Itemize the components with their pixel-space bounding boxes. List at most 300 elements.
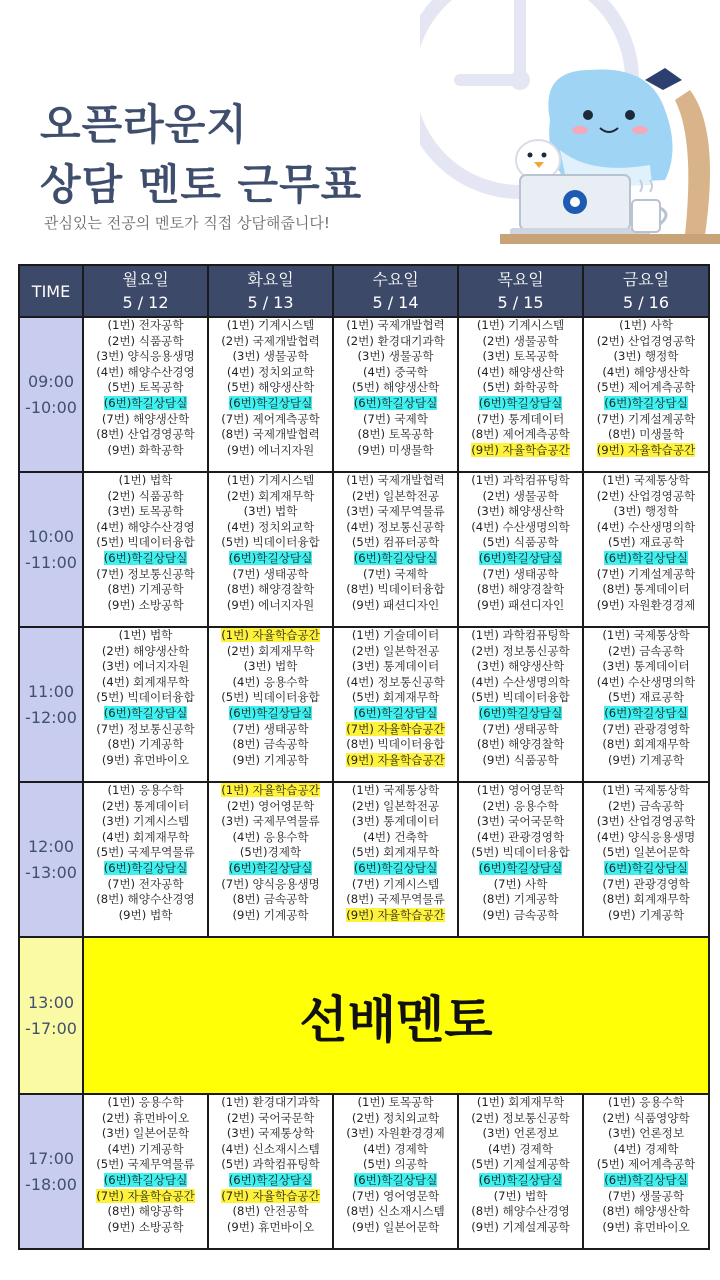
- mentor-entry: [334, 334, 457, 350]
- time-start: 10:00: [27, 526, 75, 546]
- mentor-entry-text: (6번)학길상담실: [604, 395, 688, 410]
- mentor-entry-text: (5번) 컴퓨터공학: [351, 535, 440, 550]
- mentor-entry: [209, 1220, 332, 1236]
- mentor-entry-text: (6번)학길상담실: [228, 860, 313, 875]
- mentor-entry: [334, 551, 457, 567]
- mentor-entry-text: (9번) 자율학습공간: [346, 752, 445, 767]
- mentor-entry: [584, 1220, 708, 1236]
- day-name: 월요일: [122, 270, 169, 289]
- mentor-entry: [459, 908, 582, 924]
- mentor-entry-text: (7번) 생태공학: [232, 721, 309, 736]
- mentor-entry-text: (2번) 생물공학: [482, 333, 559, 348]
- mentor-entry: [459, 520, 582, 536]
- whale-mascot-icon: [548, 68, 682, 188]
- mentor-entry-text: (7번) 전자공학: [107, 876, 184, 891]
- mentor-entry-text: (1번) 과학컴퓨팅학: [471, 473, 570, 487]
- mentor-entry-text: (3번) 법학: [243, 659, 298, 674]
- mentor-entry-text: (5번) 재료공학: [607, 690, 685, 705]
- mentor-entry: [584, 753, 708, 769]
- mentor-entry: [209, 1173, 332, 1189]
- mentor-entry: [334, 1189, 457, 1205]
- mentor-entry-text: (3번) 기계시스템: [101, 814, 190, 829]
- mentor-entry-text: (8번) 기계공학: [107, 582, 184, 597]
- mentor-entry: [584, 1111, 708, 1127]
- mentor-entry-text: (8번) 기계공학: [107, 737, 184, 752]
- mentor-entry: [209, 598, 332, 614]
- mentor-entry: [584, 628, 708, 644]
- mentor-entry: [334, 628, 457, 644]
- mentor-entry: [584, 396, 708, 412]
- mentor-entry: [459, 1173, 582, 1189]
- mentor-entry: [84, 1142, 207, 1158]
- mentor-entry-text: (4번) 경제학: [363, 1141, 428, 1156]
- mentor-entry-text: (1번) 법학: [118, 473, 173, 487]
- mentor-entry: [84, 1220, 207, 1236]
- mentor-entry-text: (9번) 패션디자인: [476, 597, 565, 612]
- mentor-entry-text: (2번) 회계재무학: [226, 643, 315, 658]
- mentor-entry: [84, 861, 207, 877]
- mentor-entry-text: (6번)학길상담실: [353, 705, 438, 720]
- mentor-entry-text: (4번) 정보통신공학: [346, 674, 445, 689]
- time-slot-cell: [19, 317, 83, 472]
- mentor-entry-text: (8번) 회계재무학: [602, 737, 690, 752]
- mentor-entry-text: (6번)학길상담실: [103, 1172, 188, 1187]
- mentor-entry: [459, 659, 582, 675]
- mentor-entry-text: (8번) 해양경찰학: [476, 737, 565, 752]
- mentor-entry: [584, 783, 708, 799]
- mentor-entry-text: (3번) 해양생산학: [476, 659, 565, 674]
- schedule-cell: [333, 782, 458, 937]
- mentor-entry: [584, 908, 708, 924]
- mentor-entry-text: (5번) 빅데이터융합: [221, 535, 320, 550]
- mentor-entry-text: (2번) 정치외교학: [351, 1110, 440, 1125]
- mentor-entry: [459, 535, 582, 551]
- day-date: 5 / 15: [497, 293, 544, 312]
- mentor-entry-text: (1번) 자율학습공간: [221, 783, 320, 797]
- mentor-entry-text: (1번) 토목공학: [357, 1095, 434, 1109]
- mentor-entry: [334, 1204, 457, 1220]
- mentor-entry-text: (3번) 국어국문학: [476, 814, 565, 829]
- mentor-entry-text: (4번) 중국학: [363, 364, 428, 379]
- mentor-entry-text: (4번) 응용수학: [232, 674, 309, 689]
- day-date: 5 / 13: [247, 293, 294, 312]
- mentor-entry: [459, 412, 582, 428]
- mentor-entry-text: (4번) 기계공학: [107, 1141, 184, 1156]
- schedule-cell: [458, 782, 583, 937]
- mentor-entry: [84, 412, 207, 428]
- mentor-entry: [459, 628, 582, 644]
- mentor-entry-text: (6번)학길상담실: [604, 860, 688, 875]
- mentor-entry-text: (5번) 해양생산학: [351, 380, 440, 395]
- mentor-entry: [334, 722, 457, 738]
- day-header-fri: [583, 265, 709, 317]
- mentor-entry: [209, 504, 332, 520]
- mentor-entry: [459, 737, 582, 753]
- mentor-entry-text: (7번) 자율학습공간: [346, 721, 445, 736]
- mentor-entry: [209, 334, 332, 350]
- mentor-entry-text: (3번) 자원환경경제: [346, 1126, 445, 1141]
- mentor-entry: [459, 349, 582, 365]
- mentor-entry-text: (6번)학길상담실: [103, 395, 188, 410]
- mentor-entry: [334, 598, 457, 614]
- page-title-sub: 상담 멘토 근무표: [40, 160, 363, 209]
- mentor-entry: [584, 551, 708, 567]
- mentor-entry-text: (1번) 영어영문학: [476, 783, 565, 797]
- mentor-entry: [459, 380, 582, 396]
- mentor-entry-text: (9번) 법학: [118, 907, 173, 922]
- day-name: 수요일: [372, 270, 419, 289]
- mentor-entry-text: (9번) 자율학습공간: [346, 907, 445, 922]
- mentor-entry: [584, 504, 708, 520]
- mentor-entry-text: (7번) 통계데이터: [476, 411, 565, 426]
- mentor-entry-text: (7번) 양식응용생명: [221, 876, 320, 891]
- header: [0, 0, 720, 262]
- mentor-entry: [334, 675, 457, 691]
- mentor-entry: [84, 830, 207, 846]
- mentor-entry: [334, 690, 457, 706]
- mentor-entry: [334, 489, 457, 505]
- schedule-cell: [458, 317, 583, 472]
- mentor-entry: [84, 427, 207, 443]
- mentor-entry-text: (3번) 언론정보: [607, 1126, 685, 1141]
- mentor-entry: [84, 1157, 207, 1173]
- time-end: -18:00: [25, 1174, 77, 1194]
- mentor-entry-text: (8번) 해양경찰학: [226, 582, 315, 597]
- mentor-entry-text: (1번) 사학: [619, 318, 673, 332]
- mentor-entry-text: (9번) 식품공학: [482, 752, 559, 767]
- schedule-cell: [333, 1094, 458, 1249]
- day-header-thu: [458, 265, 583, 317]
- time-start: 09:00: [27, 371, 75, 391]
- mentor-entry: [584, 675, 708, 691]
- mentor-entry-text: (5번) 빅데이터융합: [221, 690, 320, 705]
- mentor-entry-text: (9번) 기계공학: [607, 907, 685, 922]
- mentor-entry: [84, 706, 207, 722]
- mentor-entry: [84, 845, 207, 861]
- mentor-entry-text: (9번) 에너지자원: [226, 597, 315, 612]
- mentor-entry: [84, 690, 207, 706]
- schedule-cell: [583, 782, 709, 937]
- mentor-entry: [459, 365, 582, 381]
- mentor-entry-text: (5번) 빅데이터융합: [96, 535, 195, 550]
- mentor-entry: [334, 659, 457, 675]
- mentor-entry-text: (5번) 해양생산학: [226, 380, 315, 395]
- mentor-entry: [584, 892, 708, 908]
- mentor-entry: [209, 628, 332, 644]
- mentor-entry-text: (5번) 회계재무학: [351, 690, 440, 705]
- mentor-entry-text: (2번) 휴먼바이오: [101, 1110, 190, 1125]
- mentor-entry: [459, 489, 582, 505]
- mentor-entry: [209, 1111, 332, 1127]
- mentor-entry-text: (7번) 법학: [493, 1188, 548, 1203]
- mentor-entry-text: (2번) 일본학전공: [351, 488, 440, 503]
- mentor-entry: [584, 1189, 708, 1205]
- mentor-entry: [334, 845, 457, 861]
- day-name: 금요일: [622, 270, 670, 289]
- time-end: -13:00: [25, 862, 77, 882]
- time-start: 12:00: [27, 836, 75, 856]
- schedule-cell: [583, 472, 709, 627]
- mentor-entry: [334, 1095, 457, 1111]
- mentor-entry-text: (6번)학길상담실: [228, 395, 313, 410]
- mentor-entry-text: (3번) 토목공학: [482, 349, 559, 364]
- time-slot-cell: [19, 627, 83, 782]
- mentor-entry-text: (2번) 영어영문학: [226, 798, 315, 813]
- mentor-entry: [584, 1157, 708, 1173]
- mentor-entry: [584, 861, 708, 877]
- mentor-entry-text: (8번) 해양수산경영: [96, 892, 195, 907]
- schedule-cell: [333, 317, 458, 472]
- mentor-entry-text: (5번)경제학: [239, 845, 302, 860]
- mentor-entry-text: (2번) 환경대기과학: [346, 333, 445, 348]
- time-slot-cell: [19, 472, 83, 627]
- mentor-entry: [209, 1157, 332, 1173]
- mentor-entry: [84, 334, 207, 350]
- mentor-entry-text: (6번)학길상담실: [353, 395, 438, 410]
- mentor-entry-text: (8번) 기계공학: [482, 892, 559, 907]
- mentor-entry-text: (1번) 응용수학: [607, 1095, 685, 1109]
- mentor-entry-text: (2번) 국어국문학: [226, 1110, 315, 1125]
- mentor-entry: [84, 473, 207, 489]
- mascot-illustration: [420, 0, 720, 262]
- mentor-entry-text: (9번) 휴먼바이오: [226, 1219, 315, 1234]
- time-slot-cell: [19, 782, 83, 937]
- mentor-entry-text: (6번)학길상담실: [228, 705, 313, 720]
- mentor-entry-text: (3번) 산업경영공학: [596, 814, 696, 829]
- mentor-entry: [584, 877, 708, 893]
- mentor-entry: [84, 520, 207, 536]
- mentor-entry: [334, 1157, 457, 1173]
- mentor-entry: [584, 1204, 708, 1220]
- chair-icon: [675, 90, 710, 235]
- mentor-entry: [209, 845, 332, 861]
- mentor-entry: [459, 845, 582, 861]
- mentor-entry: [334, 861, 457, 877]
- mentor-entry: [459, 551, 582, 567]
- mentor-entry-text: (8번) 해양생산학: [602, 1204, 690, 1219]
- mentor-entry-text: (7번) 제어계측공학: [221, 411, 320, 426]
- mentor-entry: [334, 412, 457, 428]
- time-header: TIME: [19, 265, 83, 317]
- time-end: -11:00: [25, 552, 77, 572]
- mentor-entry: [334, 814, 457, 830]
- mentor-entry: [209, 473, 332, 489]
- day-header-mon: [83, 265, 208, 317]
- mentor-entry-text: (8번) 신소재시스템: [346, 1204, 445, 1219]
- mentor-entry: [209, 861, 332, 877]
- day-name: 목요일: [497, 270, 544, 289]
- mentor-entry: [209, 1204, 332, 1220]
- schedule-table: [18, 264, 710, 1250]
- mentor-entry-text: (3번) 양식응용생명: [96, 349, 195, 364]
- mentor-entry-text: (4번) 응용수학: [232, 829, 309, 844]
- mentor-entry-text: (6번)학길상담실: [353, 550, 438, 565]
- mentor-entry: [459, 1189, 582, 1205]
- mentor-entry: [84, 396, 207, 412]
- mentor-entry: [84, 489, 207, 505]
- mentor-entry: [334, 706, 457, 722]
- mentor-entry: [84, 877, 207, 893]
- mentor-entry-text: (6번)학길상담실: [478, 1172, 563, 1187]
- mentor-entry-text: (2번) 정보통신공학: [471, 643, 570, 658]
- schedule-cell: [458, 1094, 583, 1249]
- mentor-entry-text: (4번) 양식응용생명: [596, 829, 696, 844]
- mentor-entry: [584, 690, 708, 706]
- mentor-entry: [459, 1126, 582, 1142]
- mentor-entry-text: (4번) 경제학: [613, 1141, 679, 1156]
- mentor-entry: [334, 830, 457, 846]
- mentor-entry-text: (2번) 해양생산학: [101, 643, 190, 658]
- mentor-entry-text: (2번) 응용수학: [482, 798, 559, 813]
- mug-icon: [632, 180, 666, 232]
- mentor-entry-text: (2번) 금속공학: [607, 798, 685, 813]
- mentor-entry-text: (2번) 산업경영공학: [596, 488, 696, 503]
- mentor-entry-text: (6번)학길상담실: [353, 860, 438, 875]
- mentor-entry: [584, 644, 708, 660]
- mentor-entry-text: (1번) 국제통상학: [602, 473, 690, 487]
- mentor-entry: [584, 427, 708, 443]
- mentor-entry-text: (8번) 산업경영공학: [96, 427, 195, 442]
- mentor-entry-text: (7번) 자율학습공간: [96, 1188, 195, 1203]
- mentor-entry: [584, 1095, 708, 1111]
- mentor-entry: [84, 908, 207, 924]
- mentor-entry: [459, 814, 582, 830]
- mentor-entry-text: (5번) 토목공학: [107, 380, 184, 395]
- mentor-entry-text: (1번) 국제통상학: [602, 783, 690, 797]
- mentor-entry-text: (9번) 휴먼바이오: [101, 752, 190, 767]
- mentor-entry-text: (3번) 국제통상학: [226, 1126, 315, 1141]
- mentor-entry-text: (2번) 일본학전공: [351, 643, 440, 658]
- mentor-entry: [584, 365, 708, 381]
- mentor-entry-text: (7번) 기계시스템: [351, 876, 440, 891]
- schedule-cell: [208, 472, 333, 627]
- mentor-entry-text: (5번) 빅데이터융합: [96, 690, 195, 705]
- mentor-entry: [459, 722, 582, 738]
- mentor-entry-text: (1번) 자율학습공간: [221, 628, 320, 642]
- mentor-entry-text: (3번) 생물공학: [357, 349, 434, 364]
- mentor-entry: [209, 799, 332, 815]
- mentor-entry-text: (8번) 금속공학: [232, 737, 309, 752]
- mentor-entry-text: (6번)학길상담실: [478, 705, 563, 720]
- mentor-entry: [209, 644, 332, 660]
- mentor-entry: [584, 520, 708, 536]
- mentor-entry: [584, 722, 708, 738]
- mentor-entry-text: (5번) 재료공학: [607, 535, 685, 550]
- mentor-entry: [334, 1126, 457, 1142]
- mentor-entry-text: (1번) 국제개발협력: [346, 473, 445, 487]
- mentor-entry-text: (2번) 일본학전공: [351, 798, 440, 813]
- mentor-entry-text: (9번) 자율학습공간: [471, 442, 570, 457]
- mentor-entry: [459, 644, 582, 660]
- mentor-entry-text: (8번) 국제개발협력: [221, 427, 320, 442]
- mentor-entry: [84, 722, 207, 738]
- desk-icon: [500, 234, 720, 244]
- mentor-entry: [209, 659, 332, 675]
- schedule-cell: [83, 1094, 208, 1249]
- mentor-entry-text: (3번) 생물공학: [232, 349, 309, 364]
- mentor-entry: [459, 427, 582, 443]
- mentor-entry: [584, 349, 708, 365]
- mentor-entry: [584, 535, 708, 551]
- mentor-entry: [459, 318, 582, 334]
- mentor-entry: [334, 908, 457, 924]
- mentor-entry: [209, 1126, 332, 1142]
- mentor-entry-text: (5번) 제어계측공학: [596, 380, 696, 395]
- mentor-entry-text: (3번) 에너지자원: [101, 659, 190, 674]
- mentor-entry: [84, 1095, 207, 1111]
- mentor-entry-text: (2번) 통계데이터: [101, 798, 190, 813]
- day-name: 화요일: [247, 270, 294, 289]
- mentor-entry: [84, 318, 207, 334]
- mentor-entry-text: (1번) 응용수학: [107, 783, 184, 797]
- schedule-cell: [208, 627, 333, 782]
- mentor-entry: [84, 737, 207, 753]
- mentor-entry-text: (3번) 일본어문학: [101, 1126, 190, 1141]
- mentor-entry: [209, 396, 332, 412]
- time-start: 11:00: [27, 681, 75, 701]
- mentor-entry-text: (9번) 소방공학: [107, 1219, 184, 1234]
- mentor-entry-text: (2번) 정보통신공학: [471, 1110, 570, 1125]
- mentor-entry-text: (3번) 언론정보: [482, 1126, 559, 1141]
- mentor-entry-text: (3번) 국제무역물류: [221, 814, 320, 829]
- mentor-entry-text: (3번) 통계데이터: [602, 659, 690, 674]
- mentor-entry: [334, 582, 457, 598]
- time-slot-cell: [19, 1094, 83, 1249]
- mentor-entry: [459, 753, 582, 769]
- mentor-entry: [84, 1204, 207, 1220]
- mentor-entry-text: (1번) 기계시스템: [226, 318, 315, 332]
- mentor-entry: [84, 582, 207, 598]
- mentor-entry: [584, 659, 708, 675]
- mentor-entry-text: (1번) 기계시스템: [226, 473, 315, 487]
- mentor-entry: [84, 551, 207, 567]
- mentor-entry: [334, 365, 457, 381]
- schedule-cell: [333, 627, 458, 782]
- mentor-entry: [584, 412, 708, 428]
- mentor-entry: [459, 675, 582, 691]
- mentor-entry: [334, 443, 457, 459]
- time-end: -17:00: [25, 1018, 77, 1038]
- mentor-entry-text: (4번) 정보통신공학: [346, 519, 445, 534]
- mentor-entry: [459, 1111, 582, 1127]
- schedule-cell: [83, 472, 208, 627]
- mentor-entry: [209, 443, 332, 459]
- mentor-entry-text: (7번) 정보통신공학: [96, 721, 195, 736]
- mentor-entry: [459, 690, 582, 706]
- table-row: [19, 1094, 709, 1249]
- schedule-cell: [458, 472, 583, 627]
- day-date: 5 / 14: [372, 293, 419, 312]
- mentor-entry: [209, 489, 332, 505]
- mentor-entry-text: (7번) 사학: [493, 876, 548, 891]
- schedule-cell: [333, 472, 458, 627]
- mentor-entry-text: (9번) 기계공학: [232, 752, 309, 767]
- page-subtitle: 관심있는 전공의 멘토가 직접 상담해줍니다!: [44, 214, 330, 232]
- mentor-entry: [584, 845, 708, 861]
- mentor-entry: [584, 582, 708, 598]
- mentor-entry: [334, 427, 457, 443]
- mentor-entry-text: (6번)학길상담실: [478, 550, 563, 565]
- mentor-entry-text: (4번) 회계재무학: [101, 674, 190, 689]
- mentor-entry: [334, 737, 457, 753]
- mentor-entry-text: (1번) 국제통상학: [351, 783, 440, 797]
- mentor-entry-text: (4번) 해양수산경영: [96, 519, 195, 534]
- mentor-entry-text: (3번) 통계데이터: [351, 659, 440, 674]
- mentor-entry: [459, 582, 582, 598]
- mentor-entry: [209, 1142, 332, 1158]
- mentor-entry: [334, 567, 457, 583]
- mentor-entry: [459, 396, 582, 412]
